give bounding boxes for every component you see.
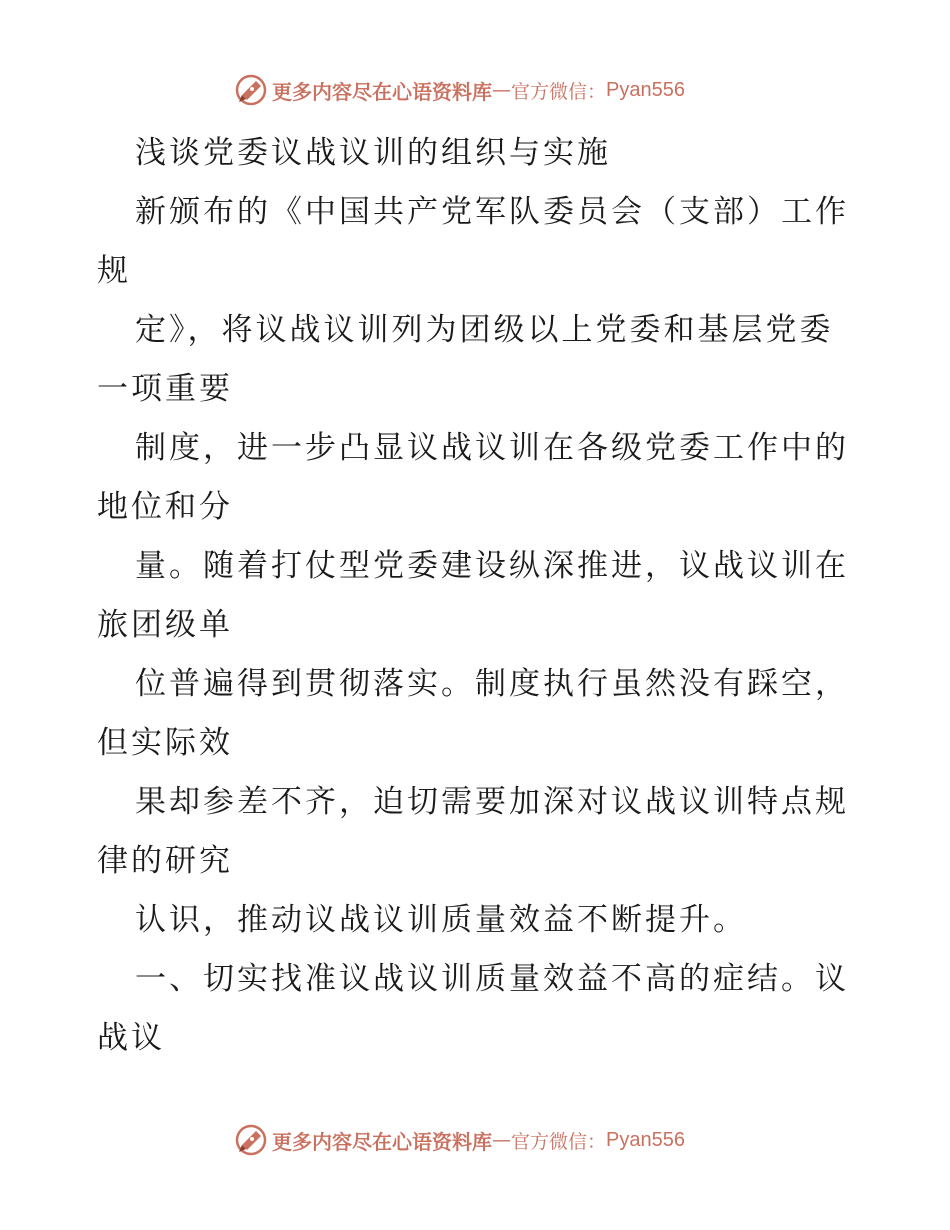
paragraph-line: 旅团级单 <box>97 607 233 643</box>
paragraph-line: 量。随着打仗型党委建设纵深推进，议战议训在 <box>135 548 849 584</box>
footer-watermark <box>234 1122 685 1158</box>
pen-logo-icon <box>234 1123 268 1157</box>
paragraph-line: 战议 <box>97 1020 165 1056</box>
paragraph-line: 认识，推动议战议训质量效益不断提升。 <box>135 902 747 938</box>
paragraph-line: 果却参差不齐，迫切需要加深对议战议训特点规 <box>135 784 849 820</box>
watermark-main-text: 更多内容尽在心语资料库 <box>272 79 492 104</box>
header-watermark <box>234 72 685 108</box>
paragraph-line: 但实际效 <box>97 725 233 761</box>
paragraph-line: 位普遍得到贯彻落实。制度执行虽然没有踩空， <box>135 666 849 702</box>
pen-logo-icon <box>234 73 268 107</box>
watermark-dash: — <box>492 79 511 101</box>
paragraph-line: 制度，进一步凸显议战议训在各级党委工作中的 <box>135 430 849 466</box>
paragraph-line: 律的研究 <box>97 843 233 879</box>
paragraph-line: 一项重要 <box>97 371 233 407</box>
watermark-wechat-id: Pyan556 <box>606 78 685 101</box>
document-title: 浅谈党委议战议训的组织与实施 <box>135 135 611 171</box>
watermark-official-label: 官方微信： <box>511 80 607 103</box>
section-heading-line: 一、切实找准议战议训质量效益不高的症结。议 <box>135 961 849 997</box>
paragraph-line: 定》，将议战议训列为团级以上党委和基层党委 <box>135 312 834 348</box>
paragraph-line: 规 <box>97 253 131 289</box>
watermark-wechat-id: Pyan556 <box>606 1128 685 1151</box>
watermark-official-label: 官方微信： <box>511 1130 607 1153</box>
watermark-dash: — <box>492 1129 511 1151</box>
document-body <box>97 124 857 1068</box>
paragraph-line: 新颁布的《中国共产党军队委员会（支部）工作 <box>135 194 849 230</box>
watermark-main-text: 更多内容尽在心语资料库 <box>272 1129 492 1154</box>
paragraph-line: 地位和分 <box>97 489 233 525</box>
